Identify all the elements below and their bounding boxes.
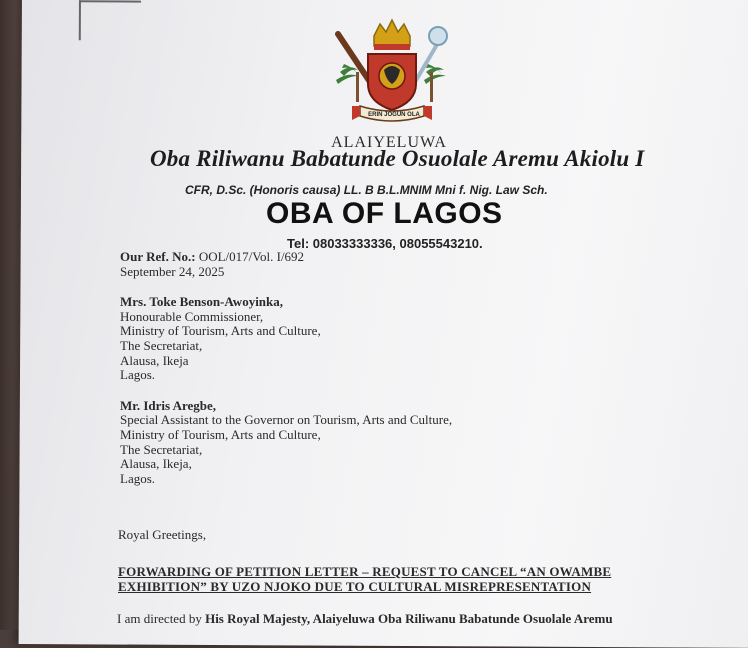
address-line: Lagos. (120, 367, 156, 383)
subject-heading (118, 564, 658, 594)
address-line: Honourable Commissioner, (120, 308, 264, 324)
letter-body (120, 250, 680, 486)
page-corner-mark (79, 0, 141, 40)
address-line: The Secretariat, (120, 441, 203, 457)
letterhead-qualifications: CFR, D.Sc. (Honoris causa) LL. B B.L.MNIM Mni f. Nig. Law Sch. (185, 183, 548, 197)
letterhead-office: OBA OF LAGOS (266, 197, 503, 230)
recipient-name: Mrs. Toke Benson-Awoyinka, (120, 294, 284, 310)
crest-motto: ERIN JOGUN OLA (368, 112, 420, 118)
address-line: Alausa, Ikeja (120, 352, 189, 368)
address-line: The Secretariat, (120, 337, 203, 353)
address-line: Special Assistant to the Governor on Tourism, Arts and Culture, (120, 412, 453, 428)
greeting: Royal Greetings, (118, 527, 207, 542)
reference-line (120, 250, 680, 265)
subject-line-1: FORWARDING OF PETITION LETTER – REQUEST TO CANCEL “AN OWAMBE (118, 564, 612, 579)
recipient-address-2 (120, 399, 680, 487)
reference-label: Our Ref. No.: (120, 249, 196, 264)
subject-line-2: EXHIBITION” BY UZO NJOKO DUE TO CULTURAL MISREPRESENTATION (118, 579, 592, 594)
address-line: Ministry of Tourism, Arts and Culture, (120, 323, 321, 339)
letter-date: September 24, 2025 (120, 263, 225, 279)
address-line: Ministry of Tourism, Arts and Culture, (120, 426, 321, 442)
letterhead-title: ALAIYELUWA (331, 134, 447, 151)
reference-number: OOL/017/Vol. I/692 (195, 249, 305, 264)
recipient-name: Mr. Idris Aregbe, (120, 397, 217, 413)
address-line: Lagos. (120, 470, 156, 486)
opening-sentence (117, 611, 737, 627)
opening-royal-title: His Royal Majesty, Alaiyeluwa Oba Riliwanu Babatunde Osuolale Aremu (205, 611, 613, 626)
address-line: Alausa, Ikeja, (120, 456, 192, 472)
letterhead-name: Oba Riliwanu Babatunde Osuolale Aremu Akiolu I (150, 146, 645, 171)
opening-prefix: I am directed by (117, 611, 206, 626)
recipient-address-1 (120, 295, 680, 383)
letterhead-telephone: Tel: 08033333336, 08055543210. (287, 236, 483, 251)
